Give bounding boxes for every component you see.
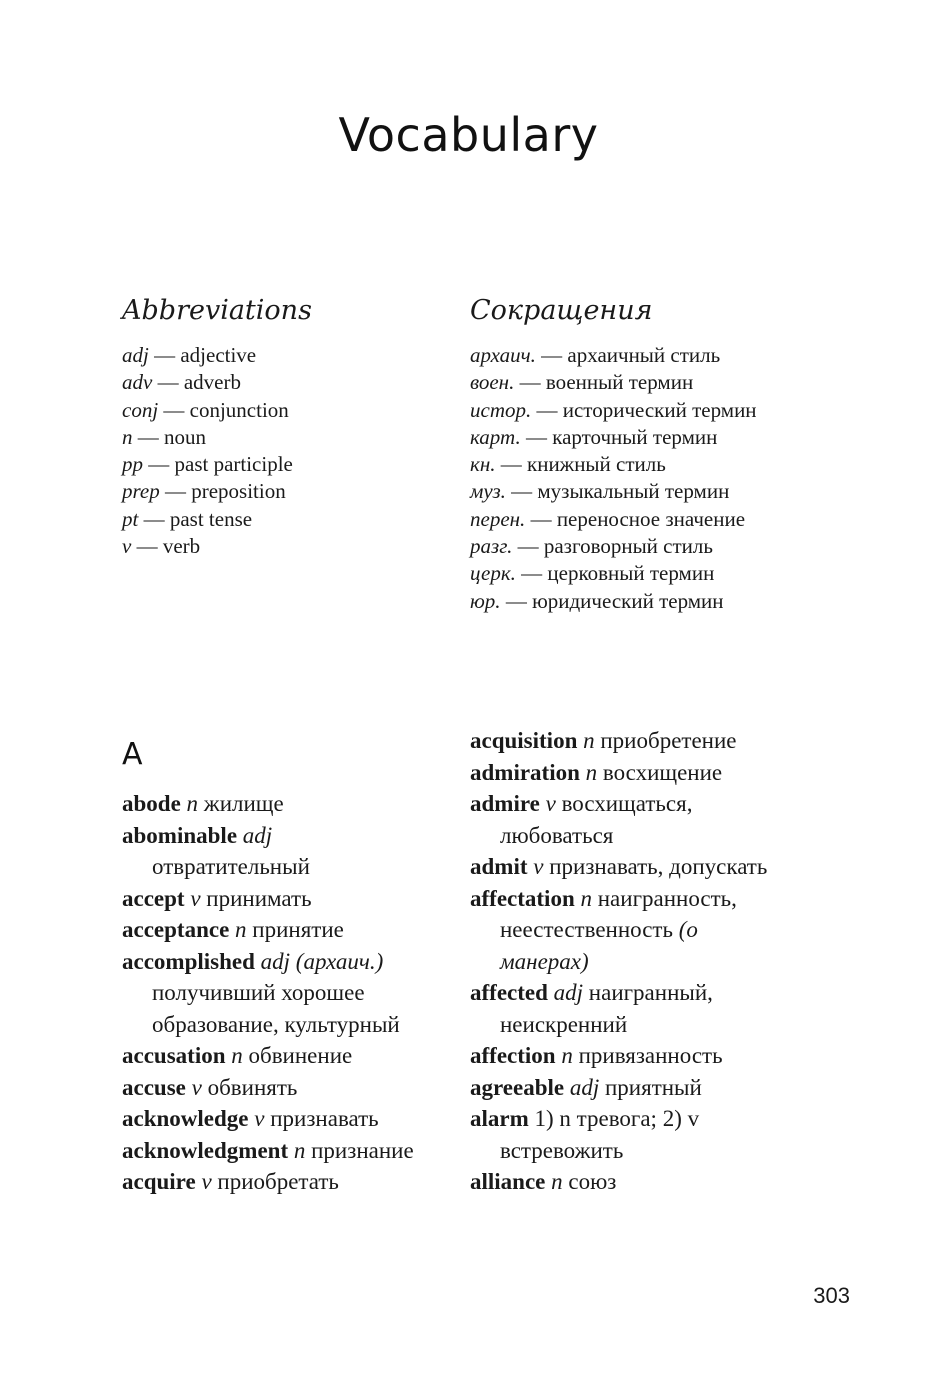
abbreviation-meaning: музыкальный термин — [537, 479, 730, 504]
vocabulary-entry — [122, 788, 432, 820]
entry-word: acceptance — [122, 917, 230, 942]
entry-definition: обвинение — [248, 1043, 353, 1068]
entry-part-of-speech: v — [190, 885, 201, 911]
entry-part-of-speech: v — [254, 1106, 265, 1131]
entry-word: agreeable — [470, 1074, 565, 1100]
page-title: Vocabulary — [338, 108, 599, 162]
abbreviation-line: разг. — разговорный стиль — [470, 534, 713, 559]
vocabulary-entry — [122, 914, 432, 946]
abbreviation-meaning: архаичный стиль — [567, 343, 721, 367]
abbreviation-line: муз. — музыкальный термин — [470, 479, 730, 504]
abbreviation-meaning: preposition — [191, 479, 286, 504]
abbreviation-meaning: церковный термин — [547, 561, 715, 586]
entry-definition: восхищаться, любоваться — [500, 791, 693, 848]
abbreviation-line: кн. — книжный стиль — [470, 452, 666, 477]
entry-definition: отвратительный — [152, 854, 310, 879]
abbreviation-line: церк. — церковный термин — [470, 561, 715, 586]
entry-part-of-speech: adj (архаич.) — [260, 948, 384, 974]
abbreviation-term: prep — [122, 479, 160, 504]
entry-word: acquisition — [470, 728, 578, 753]
abbreviation-meaning: карточный термин — [552, 424, 718, 449]
vocabulary-entry — [122, 1166, 432, 1198]
vocabulary-entry — [470, 757, 782, 789]
abbreviation-term: перен. — [470, 506, 526, 531]
entry-definition: принятие — [252, 917, 344, 942]
vocabulary-entry — [122, 1040, 432, 1072]
entry-definition: жилище — [203, 791, 284, 816]
abbreviation-term: истор. — [470, 397, 532, 422]
abbreviations-list — [122, 342, 442, 560]
vocabulary-entry — [122, 883, 432, 915]
abbreviation-term: кн. — [470, 452, 496, 477]
abbreviation-line: pt — past tense — [122, 506, 253, 531]
entry-part-of-speech: adj — [553, 980, 584, 1005]
entry-part-of-speech: n — [551, 1169, 563, 1194]
entry-definition: союз — [568, 1169, 617, 1194]
abbreviation-meaning: noun — [164, 424, 206, 449]
entry-word: admit — [470, 854, 528, 879]
entry-word: abominable — [122, 822, 238, 848]
abbreviation-meaning: conjunction — [189, 397, 289, 422]
entry-definition: приобретение — [600, 728, 737, 753]
abbreviation-line: prep — preposition — [122, 479, 286, 504]
entry-definition: обвинять — [207, 1074, 298, 1100]
entry-definition: приятный — [605, 1074, 702, 1100]
page-number: 303 — [813, 1283, 850, 1308]
entry-word: accomplished — [122, 948, 255, 974]
entry-part-of-speech: n — [293, 1137, 306, 1163]
abbreviation-meaning: verb — [162, 534, 201, 559]
vocabulary-entry — [470, 1040, 782, 1072]
entry-word: admiration — [470, 759, 580, 785]
vocabulary-entry — [470, 851, 782, 883]
vocabulary-entry — [122, 1072, 432, 1104]
entry-word: accuse — [122, 1074, 186, 1100]
entry-definition: привязанность — [578, 1043, 723, 1068]
entry-part-of-speech: n — [585, 759, 598, 785]
abbreviation-line: v — verb — [122, 534, 201, 559]
abbreviation-term: муз. — [470, 479, 506, 504]
entry-word: alliance — [470, 1169, 546, 1194]
abbreviation-line: перен. — переносное значение — [470, 506, 746, 531]
entry-definition: получивший хорошее образование, культурный — [152, 980, 400, 1037]
abbreviation-line: воен. — военный термин — [470, 370, 694, 395]
abbreviation-term: v — [122, 534, 132, 559]
abbreviation-term: карт. — [470, 424, 521, 449]
abbreviation-term: pp — [122, 452, 143, 477]
entry-definition: 1) n тревога; 2) v встревожить — [500, 1106, 700, 1163]
entry-word: accept — [122, 885, 185, 911]
vocabulary-entry — [470, 1103, 782, 1166]
entry-word: acknowledge — [122, 1106, 249, 1131]
entry-definition: признавать, допускать — [549, 854, 768, 879]
abbreviation-meaning: past participle — [174, 452, 293, 477]
abbreviation-line: n — noun — [122, 424, 206, 449]
entry-part-of-speech: n — [561, 1043, 573, 1068]
abbreviation-meaning: past tense — [169, 506, 253, 531]
sokrashcheniya-list — [470, 342, 800, 615]
vocabulary-entry — [470, 788, 782, 851]
vocabulary-entry — [122, 1103, 432, 1135]
entry-word: acknowledgment — [122, 1137, 289, 1163]
vocabulary-entry — [470, 1166, 782, 1198]
entry-word: admire — [470, 791, 540, 816]
entry-definition: наигранный, неискренний — [500, 980, 713, 1037]
abbreviation-meaning: военный термин — [545, 370, 694, 395]
entries-left-column — [122, 788, 432, 1198]
abbreviation-meaning: исторический термин — [562, 397, 757, 422]
vocabulary-entry — [470, 883, 782, 978]
entry-part-of-speech: v — [191, 1074, 202, 1100]
abbreviation-term: разг. — [470, 534, 513, 559]
vocabulary-entry — [470, 977, 782, 1040]
abbreviation-term: воен. — [470, 370, 515, 395]
entry-definition: признание — [311, 1137, 414, 1163]
abbreviation-term: юр. — [470, 588, 501, 613]
entry-word: acquire — [122, 1169, 196, 1194]
abbreviation-line: adj — adjective — [122, 343, 257, 367]
entry-part-of-speech: adj — [242, 822, 273, 848]
vocabulary-entry — [470, 1072, 782, 1104]
abbreviation-term: n — [122, 424, 133, 449]
entry-word: affectation — [470, 885, 575, 911]
entry-part-of-speech: v — [201, 1169, 212, 1194]
vocabulary-entry — [122, 946, 432, 1041]
entry-definition: приобретать — [217, 1169, 339, 1194]
abbreviations-heading: Abbreviations — [122, 295, 312, 326]
entry-part-of-speech: n — [186, 791, 199, 816]
entry-definition: восхищение — [602, 759, 723, 785]
entry-part-of-speech: n — [235, 917, 247, 942]
abbreviation-term: церк. — [470, 561, 516, 586]
abbreviations-ru — [470, 294, 800, 615]
entry-part-of-speech: v — [533, 854, 544, 879]
vocabulary-entry — [122, 820, 432, 883]
abbreviation-line: архаич. — архаичный стиль — [470, 343, 721, 367]
abbreviation-meaning: adjective — [180, 343, 257, 367]
entry-word: affection — [470, 1043, 556, 1068]
abbreviation-line: карт. — карточный термин — [470, 424, 718, 449]
entry-part-of-speech: n — [583, 728, 595, 753]
abbreviation-meaning: разговорный стиль — [543, 534, 713, 559]
entry-definition: наигранность, неестественность — [500, 885, 737, 942]
entry-word: abode — [122, 791, 181, 816]
abbreviation-line: истор. — исторический термин — [470, 397, 757, 422]
vocabulary-entry — [122, 1135, 432, 1167]
abbreviation-meaning: переносное значение — [556, 506, 746, 531]
abbreviation-term: архаич. — [470, 343, 536, 367]
entry-part-of-speech: n — [231, 1043, 243, 1068]
sokrashcheniya-heading: Сокращения — [470, 295, 653, 326]
abbreviation-meaning: книжный стиль — [527, 452, 666, 477]
entry-word: accusation — [122, 1043, 226, 1068]
entry-note: (о манерах) — [500, 917, 698, 974]
abbreviation-term: adv — [122, 370, 153, 395]
abbreviation-term: pt — [122, 506, 139, 531]
vocabulary-entry — [470, 725, 782, 757]
abbreviation-line: pp — past participle — [122, 452, 293, 477]
entry-word: affected — [470, 980, 548, 1005]
entry-part-of-speech: n — [580, 885, 592, 911]
abbreviation-line: adv — adverb — [122, 370, 241, 395]
entry-part-of-speech: v — [545, 791, 556, 816]
entry-definition: принимать — [206, 885, 312, 911]
abbreviation-line: юр. — юридический термин — [470, 588, 724, 613]
abbreviation-term: conj — [122, 397, 159, 422]
abbreviations-en — [122, 294, 442, 560]
abbreviation-line: conj — conjunction — [122, 397, 289, 422]
entries-right-column — [470, 725, 782, 1198]
section-letter: A — [122, 737, 143, 772]
abbreviation-meaning: adverb — [183, 370, 241, 395]
abbreviation-meaning: юридический термин — [532, 588, 724, 613]
entry-definition: признавать — [270, 1106, 379, 1131]
entry-word: alarm — [470, 1106, 529, 1131]
entry-part-of-speech: adj — [569, 1074, 600, 1100]
abbreviation-term: adj — [122, 343, 149, 367]
